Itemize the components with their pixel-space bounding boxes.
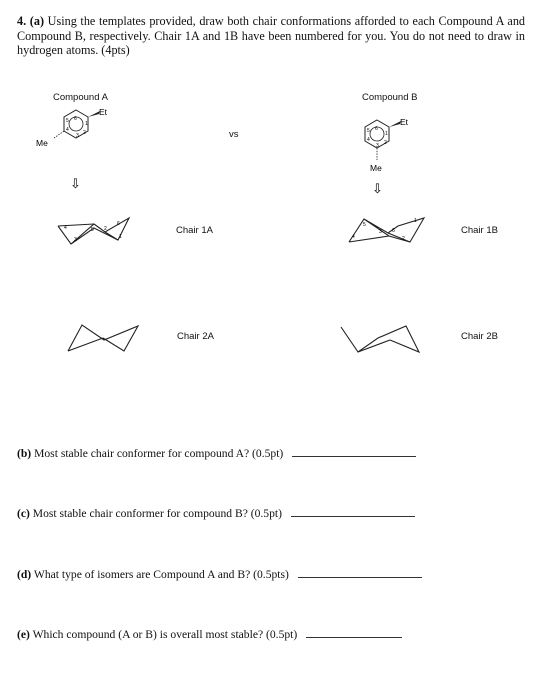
compound-b-title: Compound B xyxy=(362,92,418,103)
answer-e-blank[interactable] xyxy=(306,627,402,638)
question-d xyxy=(17,567,422,582)
question-b-label: (b) xyxy=(17,447,32,460)
ring-num: 3 xyxy=(376,143,379,149)
answer-d-blank[interactable] xyxy=(298,567,422,578)
compound-a-et-label: Et xyxy=(99,107,108,117)
vs-label: vs xyxy=(229,129,239,140)
ring-num: 5 xyxy=(66,118,69,124)
ring-num: 3 xyxy=(76,133,79,139)
ring-num: 4 xyxy=(64,225,67,231)
ring-num: 5 xyxy=(367,128,370,134)
ring-num: 4 xyxy=(352,234,355,240)
ring-num: 6 xyxy=(117,221,120,227)
ring-num: 1 xyxy=(414,218,417,224)
chair-2b-label: Chair 2B xyxy=(461,331,498,342)
chair-2a-label: Chair 2A xyxy=(177,331,214,342)
question-b-text: Most stable chair conformer for compound A? (0.5pt) xyxy=(34,447,284,460)
down-arrow-icon: ⇩ xyxy=(70,176,81,191)
chair-1a-label: Chair 1A xyxy=(176,225,213,236)
ring-num: 1 xyxy=(85,121,88,127)
question-c xyxy=(17,506,415,521)
ring-num: 4 xyxy=(66,127,69,133)
ring-num: 1 xyxy=(385,131,388,137)
question-c-text: Most stable chair conformer for compound B? (0.5pt) xyxy=(32,507,282,520)
question-e-label: (e) xyxy=(17,628,30,641)
ring-num: 2 xyxy=(104,226,107,232)
ring-num: 5 xyxy=(91,227,94,233)
ring-num: 5 xyxy=(363,222,366,228)
chair-2b-bond xyxy=(358,340,390,352)
question-e-text: Which compound (A or B) is overall most stable? (0.5pt) xyxy=(32,628,298,641)
compound-a-me-label: Me xyxy=(36,138,48,148)
ring-num: 6 xyxy=(375,126,378,132)
chair-2b-bond xyxy=(341,327,378,338)
ring-num: 6 xyxy=(74,116,77,122)
ring-num: 6 xyxy=(392,228,395,234)
ring-num: 3 xyxy=(379,229,382,235)
ring-num: 4 xyxy=(367,137,370,143)
ring-num: 2 xyxy=(384,140,387,146)
down-arrow-icon: ⇩ xyxy=(372,181,383,196)
answer-b-blank[interactable] xyxy=(292,446,416,457)
chair-2b-bonds xyxy=(341,326,419,352)
question-b xyxy=(17,446,416,461)
compound-b-me-label: Me xyxy=(370,163,382,173)
answer-c-blank[interactable] xyxy=(291,506,415,517)
part-a-points: (4pts) xyxy=(101,43,130,58)
part-a-label: (a) xyxy=(29,14,45,28)
question-c-label: (c) xyxy=(17,507,30,520)
ring-num: 2 xyxy=(83,130,86,136)
compound-a-title: Compound A xyxy=(53,92,108,103)
compound-b-et-label: Et xyxy=(400,117,409,127)
question-e xyxy=(17,627,402,642)
ring-num: 3 xyxy=(74,237,77,243)
question-d-text: What type of isomers are Compound A and B? (0.5pts) xyxy=(33,568,289,581)
ring-num: 2 xyxy=(402,236,405,242)
question-d-label: (d) xyxy=(17,568,32,581)
chair-1b-label: Chair 1B xyxy=(461,225,498,236)
ring-num: 1 xyxy=(119,234,122,240)
question-number: 4. xyxy=(17,14,27,28)
part-a-text: Using the templates provided, draw both chair conformations afforded to each Compound A and Compound B, respectively. Chair 1A and 1B have been numbered for you. You do not need to draw in hydrogen atoms. xyxy=(17,14,526,58)
